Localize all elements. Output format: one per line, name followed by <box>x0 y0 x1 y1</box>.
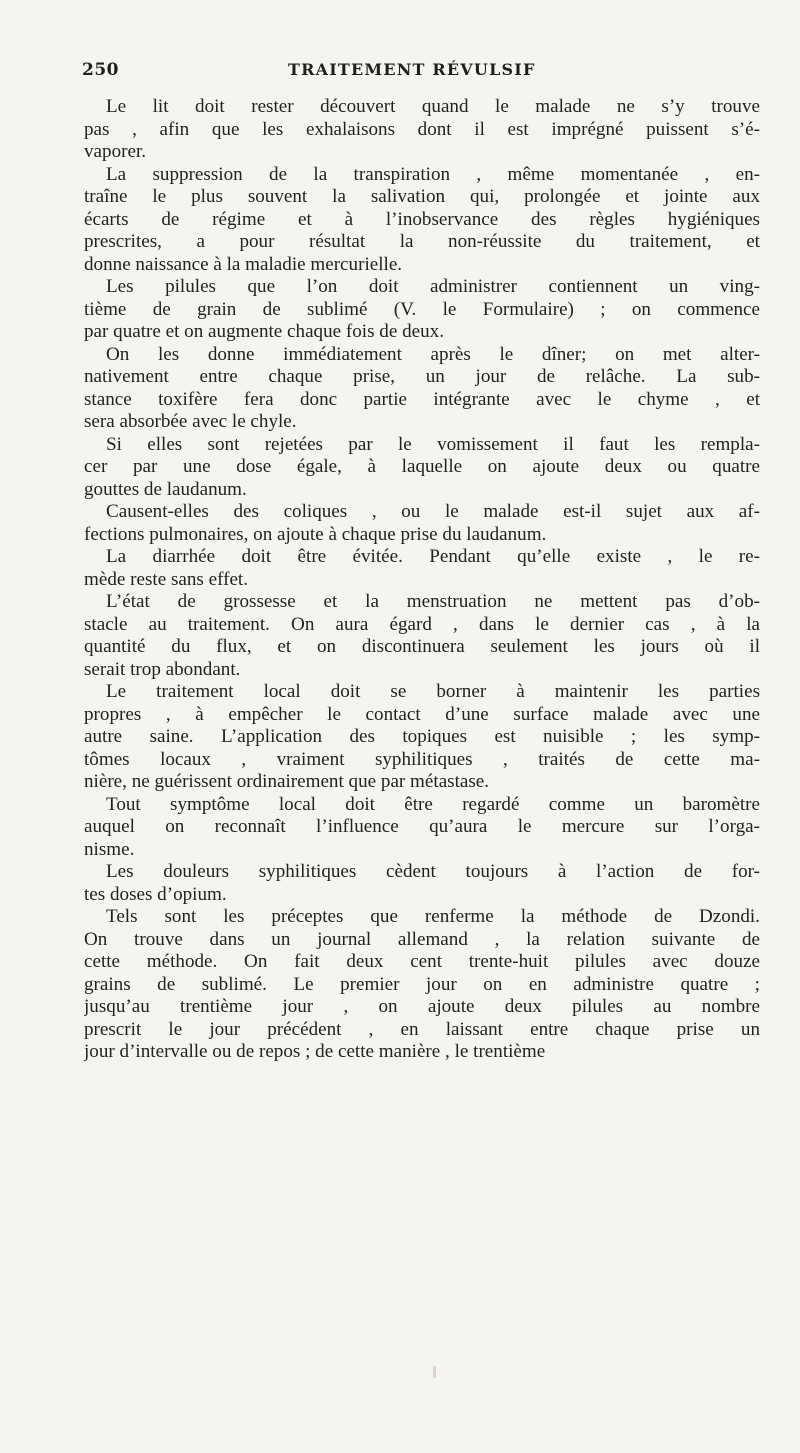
text-line: traîne le plus souvent la salivation qui, prolongée et jointe aux <box>84 186 760 207</box>
text-line: pas , afin que les exhalaisons dont il est imprégné puissent s’é- <box>84 118 760 140</box>
text-line: On les donne immédiatement après le dîner; on met alter- <box>106 343 760 365</box>
running-title: TRAITEMENT RÉVULSIF <box>288 60 536 79</box>
text-line: stance toxifère fera donc partie intégrante avec le chyme , et <box>84 388 760 410</box>
text-line: On trouve dans un journal allemand , la relation suivante de <box>84 928 760 950</box>
main-text <box>84 96 760 1064</box>
text-line: grains de sublimé. Le premier jour on en administre quatre ; <box>84 973 760 995</box>
text-line: nativement entre chaque prise, un jour de relâche. La sub- <box>84 366 760 387</box>
text-line: Les pilules que l’on doit administrer contiennent un ving- <box>106 276 760 297</box>
text-line: Les douleurs syphilitiques cèdent toujours à l’action de for- <box>106 861 760 882</box>
text-line: prescrites, a pour résultat la non-réussite du traitement, et <box>84 231 760 252</box>
text-line: Le lit doit rester découvert quand le malade ne s’y trouve <box>106 96 760 117</box>
text-line: Le traitement local doit se borner à maintenir les parties <box>106 681 760 702</box>
text-line: prescrit le jour précédent , en laissant entre chaque prise un <box>84 1018 760 1040</box>
text-line: nière, ne guérissent ordinairement que par métastase. <box>84 771 490 792</box>
text-line: nisme. <box>84 838 135 860</box>
text-line: La diarrhée doit être évitée. Pendant qu’elle existe , le re- <box>106 546 760 567</box>
text-line: tes doses d’opium. <box>84 883 227 905</box>
text-line: cette méthode. On fait deux cent trente-huit pilules avec douze <box>84 951 760 972</box>
paper-mark <box>433 1366 436 1378</box>
text-line: gouttes de laudanum. <box>84 478 247 500</box>
text-line: fections pulmonaires, on ajoute à chaque prise du laudanum. <box>84 523 547 545</box>
text-line: Si elles sont rejetées par le vomissement il faut les rempla- <box>106 433 760 455</box>
text-line: Tout symptôme local doit être regardé comme un baromètre <box>106 793 760 815</box>
page-number: 250 <box>82 60 119 80</box>
text-line: quantité du flux, et on discontinuera seulement les jours où il <box>84 636 760 657</box>
text-line: tième de grain de sublimé (V. le Formulaire) ; on commence <box>84 298 760 320</box>
text-line: vaporer. <box>84 141 147 162</box>
text-line: auquel on reconnaît l’influence qu’aura le mercure sur l’orga- <box>84 816 760 837</box>
text-line: donne naissance à la maladie mercurielle. <box>84 253 403 275</box>
text-line: cer par une dose égale, à laquelle on ajoute deux ou quatre <box>84 456 760 477</box>
text-line: La suppression de la transpiration , même momentanée , en- <box>106 163 760 185</box>
page-header <box>82 50 742 90</box>
text-line: serait trop abondant. <box>84 658 241 680</box>
text-line: mède reste sans effet. <box>84 568 248 590</box>
text-line: stacle au traitement. On aura égard , dans le dernier cas , à la <box>84 613 760 635</box>
text-line: autre saine. L’application des topiques est nuisible ; les symp- <box>84 726 760 747</box>
text-line: Tels sont les préceptes que renferme la méthode de Dzondi. <box>106 906 760 927</box>
text-line: Causent-elles des coliques , ou le malade est-il sujet aux af- <box>106 501 760 522</box>
text-line: sera absorbée avec le chyle. <box>84 411 297 432</box>
text-line: propres , à empêcher le contact d’une surface malade avec une <box>84 703 760 725</box>
text-line: jusqu’au trentième jour , on ajoute deux pilules au nombre <box>84 996 760 1017</box>
text-line: tômes locaux , vraiment syphilitiques , traités de cette ma- <box>84 748 760 770</box>
text-line: jour d’intervalle ou de repos ; de cette manière , le trentième <box>84 1041 546 1062</box>
text-line: écarts de régime et à l’inobservance des règles hygiéniques <box>84 208 760 230</box>
text-line: par quatre et on augmente chaque fois de deux. <box>84 321 444 342</box>
text-line: L’état de grossesse et la menstruation ne mettent pas d’ob- <box>106 591 760 612</box>
